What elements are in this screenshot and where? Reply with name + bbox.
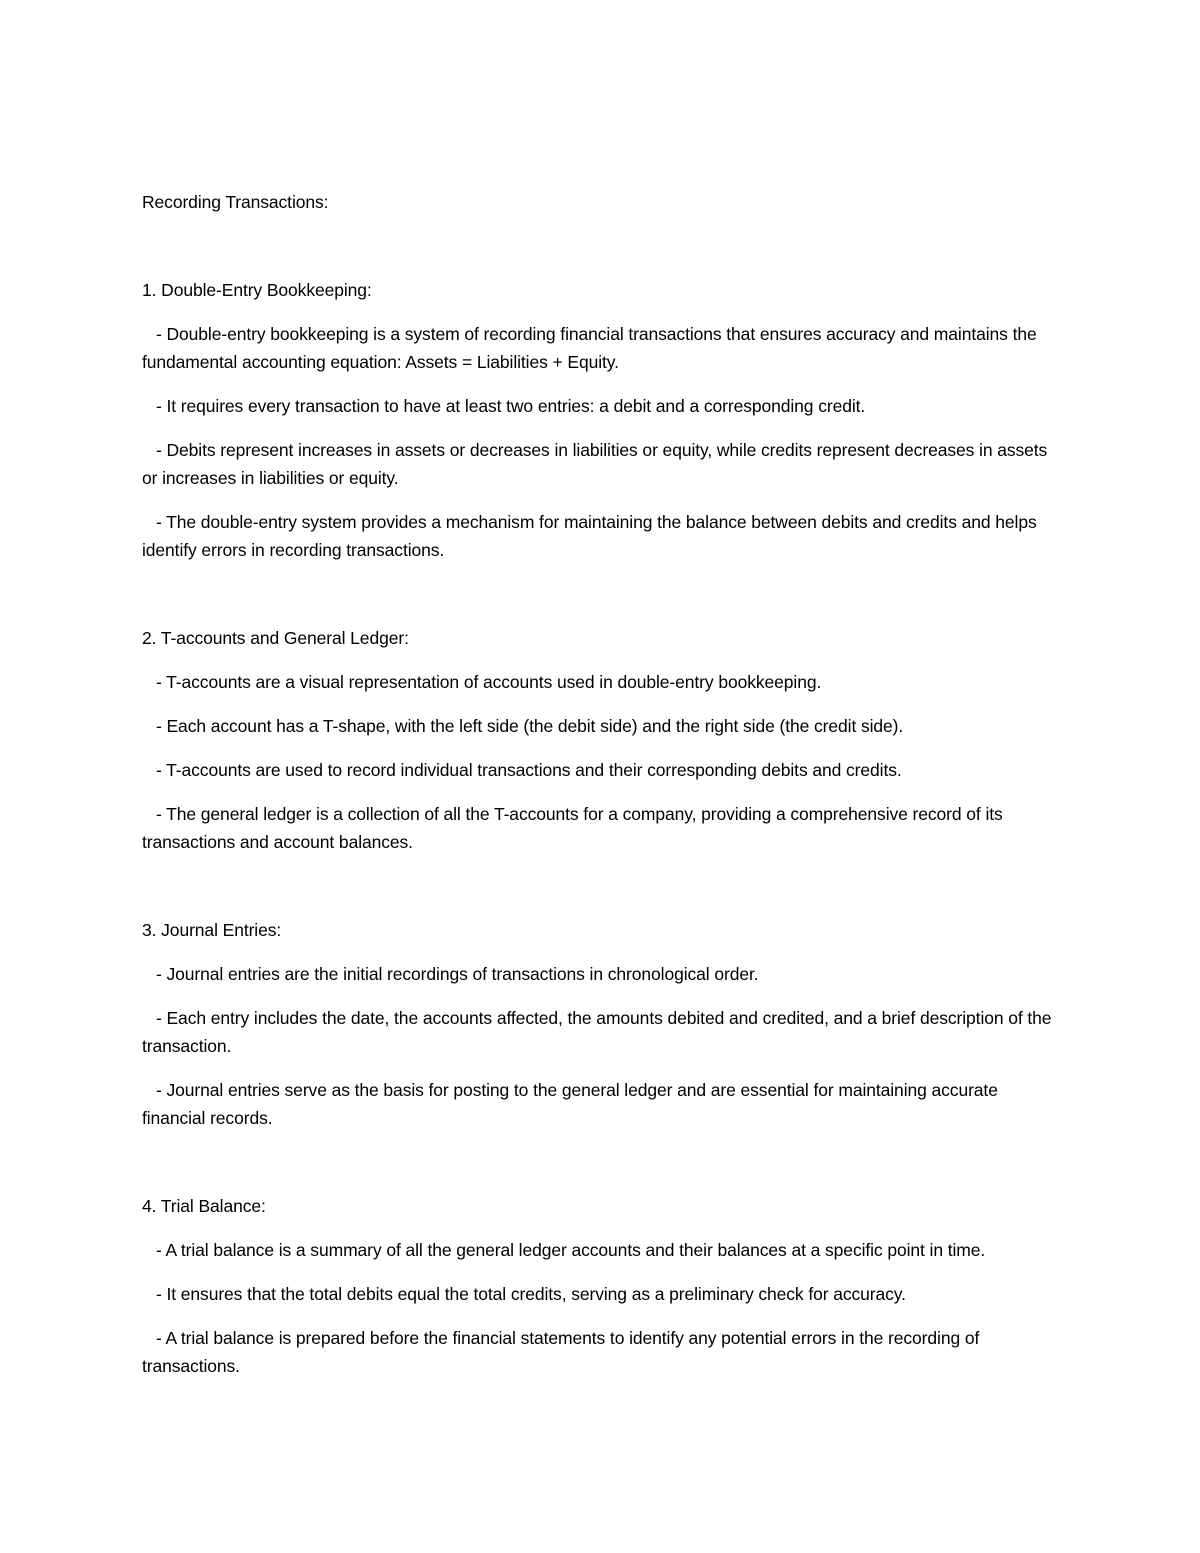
section-heading: 2. T-accounts and General Ledger:	[142, 628, 409, 648]
section-trial-balance	[142, 1192, 1062, 1380]
bullet-item: - A trial balance is prepared before the financial statements to identify any potential errors in the recording of transactions.	[142, 1328, 980, 1376]
bullet-item: - It ensures that the total debits equal the total credits, serving as a preliminary check for accuracy.	[156, 1284, 906, 1304]
bullet-item: - Journal entries serve as the basis for posting to the general ledger and are essential for maintaining accurate financial records.	[142, 1080, 998, 1128]
bullet-item: - Double-entry bookkeeping is a system of recording financial transactions that ensures accuracy and maintains the fundamental accounting equation: Assets = Liabilities + Equity.	[142, 324, 1037, 372]
bullet-item: - Journal entries are the initial recordings of transactions in chronological order.	[156, 964, 759, 984]
bullet-item: - Debits represent increases in assets or decreases in liabilities or equity, while credits represent decreases in assets or increases in liabilities or equity.	[142, 440, 1048, 488]
section-heading: 3. Journal Entries:	[142, 920, 282, 940]
bullet-item: - Each entry includes the date, the accounts affected, the amounts debited and credited, and a brief description of the transaction.	[142, 1008, 1052, 1056]
section-t-accounts-general-ledger	[142, 624, 1062, 856]
document-title: Recording Transactions:	[142, 192, 329, 212]
document-body	[142, 188, 1062, 1380]
section-heading: 1. Double-Entry Bookkeeping:	[142, 280, 372, 300]
bullet-item: - Each account has a T-shape, with the left side (the debit side) and the right side (the credit side).	[156, 716, 904, 736]
section-journal-entries	[142, 916, 1062, 1132]
bullet-item: - T-accounts are a visual representation of accounts used in double-entry bookkeeping.	[156, 672, 822, 692]
bullet-item: - A trial balance is a summary of all the general ledger accounts and their balances at a specific point in time.	[156, 1240, 986, 1260]
section-heading: 4. Trial Balance:	[142, 1196, 266, 1216]
bullet-item: - The general ledger is a collection of all the T-accounts for a company, providing a comprehensive record of its transactions and account balances.	[142, 804, 1003, 852]
bullet-item: - The double-entry system provides a mechanism for maintaining the balance between debits and credits and helps identify errors in recording transactions.	[142, 512, 1037, 560]
bullet-item: - It requires every transaction to have at least two entries: a debit and a corresponding credit.	[156, 396, 866, 416]
bullet-item: - T-accounts are used to record individual transactions and their corresponding debits and credits.	[156, 760, 902, 780]
section-double-entry-bookkeeping	[142, 276, 1062, 564]
